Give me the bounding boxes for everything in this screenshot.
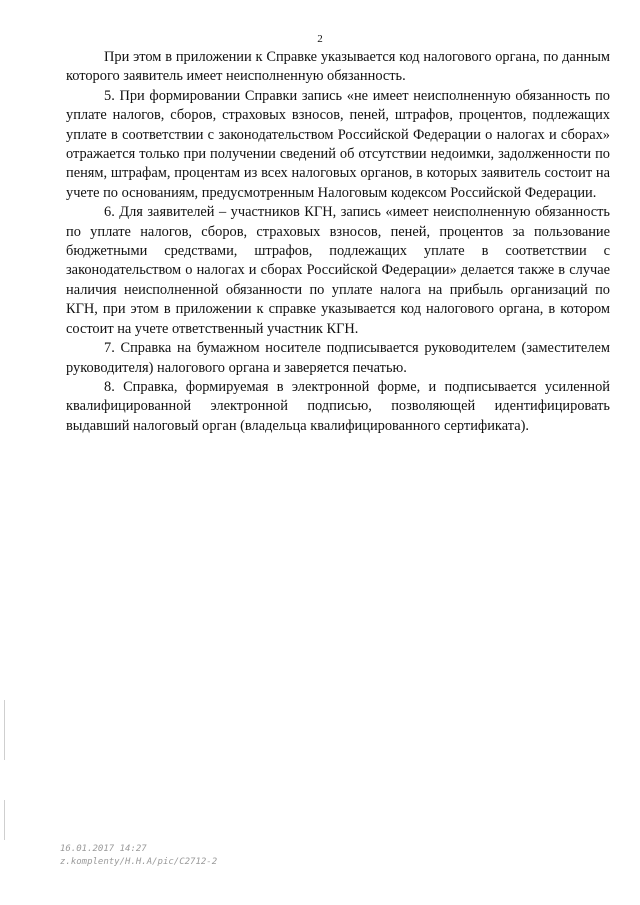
file-stamp-path: z.komplenty/H.H.A/pic/C2712-2 bbox=[60, 857, 218, 867]
page-number: 2 bbox=[317, 33, 323, 45]
document-body bbox=[66, 48, 610, 436]
paragraph-6: 6. Для заявителей – участников КГН, запись «имеет неисполненную обязанность по уплате налогов, сборов, страховых взносов, пеней, процентов за пользование бюджетными средствами, штрафов, подлежащих уплате в соответствии с законодательством о налогах и сборах Российской Федерации» делается также в случае наличия неисполненной обязанности по уплате налога на прибыль организаций по КГН, при этом в приложении к справке указывается код налогового органа, в котором состоит на учете ответственный участник КГН. bbox=[66, 204, 610, 337]
paragraph-5: 5. При формировании Справки запись «не имеет неисполненную обязанность по уплате налогов, сборов, страховых взносов, пеней, штрафов, процентов, подлежащих уплате в соответствии с законодательством Российской Федерации о налогах и сборах» отражается только при получении сведений об отсутствии недоимки, задолженности по пеням, штрафам, процентам из всех налоговых органов, в которых заявитель состоит на учете по основаниям, предусмотренным Налоговым кодексом Российской Федерации. bbox=[66, 87, 610, 201]
file-stamp bbox=[60, 843, 217, 869]
paragraph-7: 7. Справка на бумажном носителе подписывается руководителем (заместителем руководителя) налогового органа и заверяется печатью. bbox=[66, 340, 610, 376]
scan-edge-mark bbox=[4, 700, 5, 760]
scan-edge-mark bbox=[4, 800, 5, 840]
paragraph-8: 8. Справка, формируемая в электронной форме, и подписывается усиленной квалифицированной электронной подписью, позволяющей идентифицировать выдавший налоговый орган (владельца квалифицированного сертификата). bbox=[66, 378, 610, 434]
paragraph-intro: При этом в приложении к Справке указывается код налогового органа, по данным которого заявитель имеет неисполненную обязанность. bbox=[66, 49, 610, 85]
file-stamp-date: 16.01.2017 14:27 bbox=[60, 844, 147, 854]
